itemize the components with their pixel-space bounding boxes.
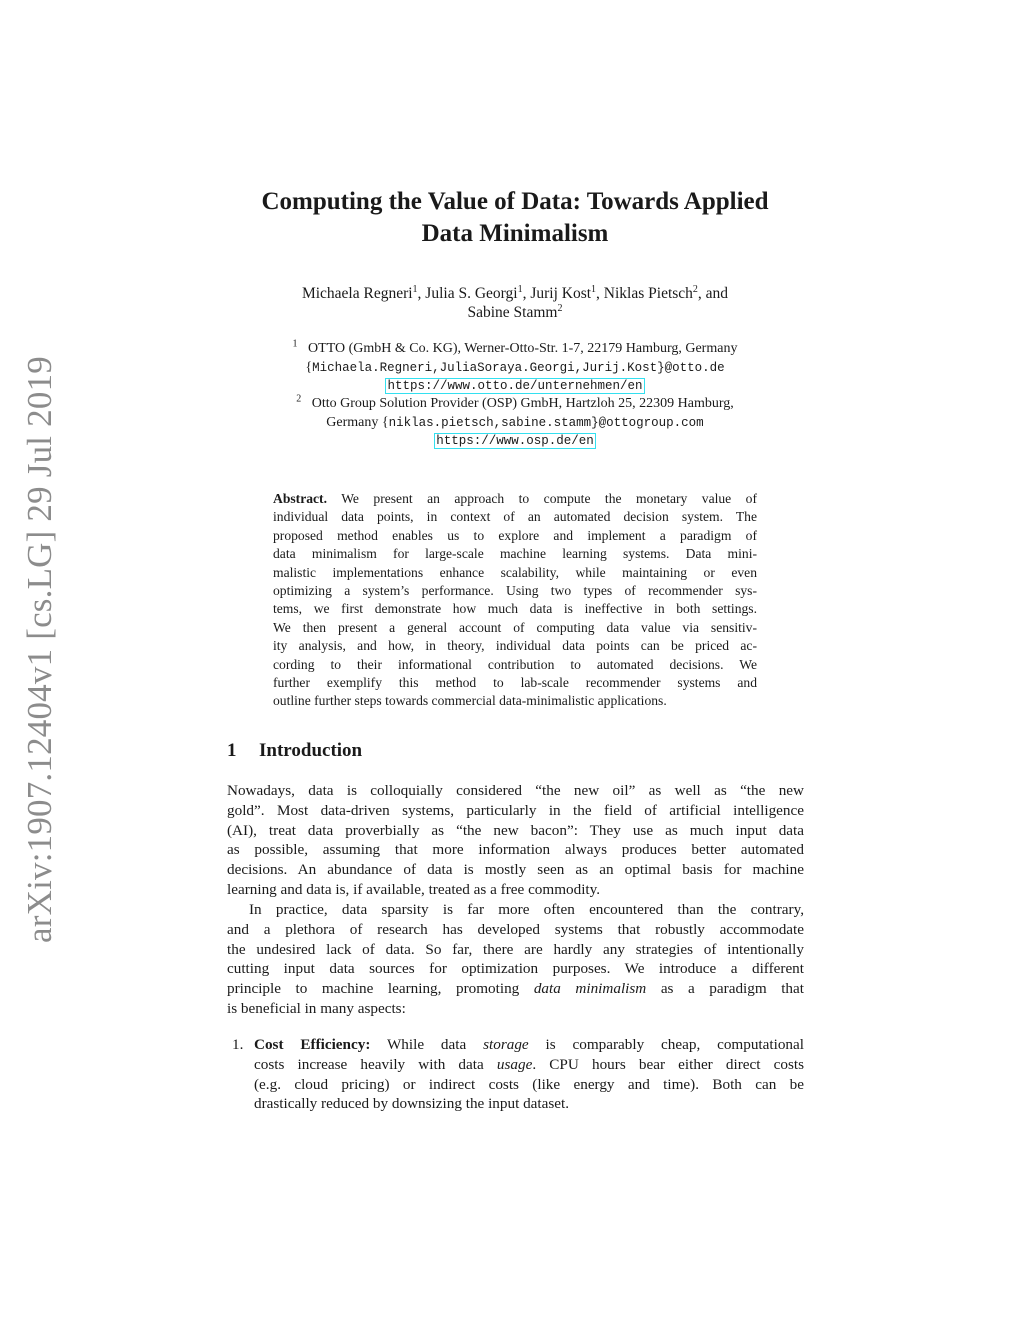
paragraph-line: (AI), treat data proverbially as “the new bacon”: They use as much input data xyxy=(227,821,804,839)
author-line-2 xyxy=(200,303,830,322)
affiliation-number: 1 xyxy=(292,338,298,350)
affiliation-email: Germany {niklas.pietsch,sabine.stamm}@ottogroup.com xyxy=(326,414,704,430)
list-item-label: Cost Efficiency: xyxy=(254,1036,371,1053)
abstract-line: cording to their informational contribution to automated decisions. We xyxy=(273,656,757,672)
author-affil-mark: 1 xyxy=(591,283,597,295)
section-heading-introduction xyxy=(227,740,362,762)
author-list xyxy=(200,284,830,322)
abstract-line: We then present a general account of computing data value via sensitiv- xyxy=(273,619,757,635)
abstract-line: Abstract. We present an approach to compute the monetary value of xyxy=(273,491,757,506)
paragraph-line: and a plethora of research has developed systems that robustly accommodate xyxy=(227,920,804,938)
affiliation-1 xyxy=(200,340,830,396)
abstract-line: individual data points, in context of an automated decision system. The xyxy=(273,509,757,525)
emphasis-storage: storage xyxy=(483,1036,529,1053)
paragraph-line: gold”. Most data-driven systems, particularly in the field of artificial intelligence xyxy=(227,801,804,819)
abstract xyxy=(273,490,757,711)
paragraph-line: decisions. An abundance of data is mostly seen as an optimal basis for machine xyxy=(227,861,804,879)
arxiv-identifier-stamp: arXiv:1907.12404v1 [cs.LG] 29 Jul 2019 xyxy=(20,356,59,943)
affiliation-number: 2 xyxy=(296,393,302,405)
author-separator: , xyxy=(596,285,604,302)
paper-title xyxy=(200,186,830,250)
author-separator: , and xyxy=(697,285,729,302)
author-line-1 xyxy=(200,284,830,303)
list-marker: 1. xyxy=(232,1036,244,1053)
paragraph-line: In practice, data sparsity is far more often encountered than the contrary, xyxy=(249,901,804,918)
intro-paragraph-1 xyxy=(227,781,804,900)
list-line: Cost Efficiency: While data storage is comparably cheap, computational xyxy=(254,1036,804,1053)
affiliation-email: {Michaela.Regneri,JuliaSoraya.Georgi,Jurij.Kost}@otto.de xyxy=(305,359,725,375)
author-affil-mark: 2 xyxy=(692,283,698,295)
author-name: Julia S. Georgi xyxy=(425,285,518,302)
paragraph-line: as possible, assuming that more information always produces better automated xyxy=(227,841,804,859)
author-name: Michaela Regneri xyxy=(301,285,413,302)
section-title: Introduction xyxy=(259,740,363,761)
paragraph-line: principle to machine learning, promoting data minimalism as a paradigm that xyxy=(227,980,804,998)
author-separator: , xyxy=(522,285,531,302)
section-number: 1 xyxy=(227,740,237,761)
title-line-1: Computing the Value of Data: Towards Applied xyxy=(261,188,769,215)
list-line: (e.g. cloud pricing) or indirect costs (like energy and time). Both can be xyxy=(254,1075,804,1093)
author-affil-mark: 2 xyxy=(557,302,563,314)
osp-url-link[interactable]: https://www.osp.de/en xyxy=(436,434,594,448)
affiliation-2 xyxy=(200,395,830,451)
author-affil-mark: 1 xyxy=(412,283,418,295)
author-name: Jurij Kost xyxy=(530,285,592,302)
abstract-line: further exemplify this method to lab-scale recommender systems and xyxy=(273,675,757,691)
author-name: Sabine Stamm xyxy=(467,304,558,321)
paragraph-line: Nowadays, data is colloquially considered “the new oil” as well as “the new xyxy=(227,782,804,799)
abstract-line: malistic implementations enhance scalability, while maintaining or even xyxy=(273,564,757,580)
paragraph-line: the undesired lack of data. So far, there are hardly any strategies of intentionally xyxy=(227,940,804,958)
paragraph-line: learning and data is, if available, treated as a free commodity. xyxy=(227,880,601,898)
list-line: drastically reduced by downsizing the input dataset. xyxy=(254,1095,570,1113)
author-name: Niklas Pietsch xyxy=(603,285,693,302)
paragraph-line: is beneficial in many aspects: xyxy=(227,999,406,1017)
author-separator: , xyxy=(417,285,426,302)
abstract-label: Abstract. xyxy=(273,491,327,506)
otto-url-link[interactable]: https://www.otto.de/unternehmen/en xyxy=(387,379,643,393)
abstract-line: optimizing a system’s performance. Using two types of recommender sys- xyxy=(273,583,757,599)
paragraph-line: cutting input data sources for optimization purposes. We introduce a different xyxy=(227,960,804,978)
author-affil-mark: 1 xyxy=(517,283,523,295)
abstract-line: proposed method enables us to explore and implement a paradigm of xyxy=(273,527,757,543)
affiliation-address: OTTO (GmbH & Co. KG), Werner-Otto-Str. 1-7, 22179 Hamburg, Germany xyxy=(308,341,738,356)
affiliation-address: Otto Group Solution Provider (OSP) GmbH, Hartzloh 25, 22309 Hamburg, xyxy=(311,396,734,411)
abstract-line: ity analysis, and how, in theory, individual data points can be priced ac- xyxy=(273,638,757,654)
abstract-line: tems, we first demonstrate how much data is ineffective in both settings. xyxy=(273,601,757,617)
intro-paragraph-2 xyxy=(227,900,804,1019)
abstract-line: data minimalism for large-scale machine learning systems. Data mini- xyxy=(273,546,757,562)
title-line-2: Data Minimalism xyxy=(421,220,609,247)
emphasis-usage: usage xyxy=(496,1055,533,1073)
emphasis-data-minimalism: data minimalism xyxy=(533,980,647,998)
abstract-line: outline further steps towards commercial data-minimalistic applications. xyxy=(273,693,667,709)
list-line: costs increase heavily with data usage. CPU hours bear either direct costs xyxy=(254,1055,804,1073)
